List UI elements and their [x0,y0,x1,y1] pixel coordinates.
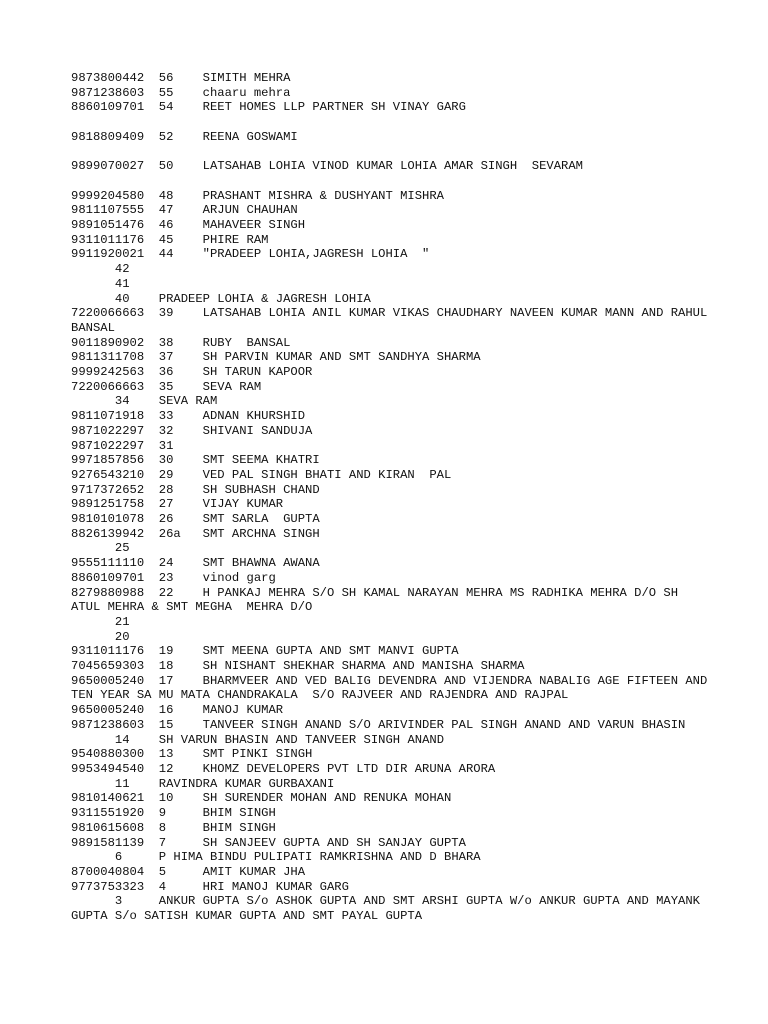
text-line: 3 ANKUR GUPTA S/o ASHOK GUPTA AND SMT ARSHI GUPTA W/o ANKUR GUPTA AND MAYANK GUPTA S/o SATISH KUMAR GUPTA AND SMT PAYAL GUPTA [71,894,708,924]
text-line: 9540880300 13 SMT PINKI SINGH [71,747,313,762]
text-line: 9891051476 46 MAHAVEER SINGH [71,217,306,232]
text-line: 9276543210 29 VED PAL SINGH BHATI AND KIRAN PAL [71,467,452,482]
text-line: 9650005240 16 MANOJ KUMAR [71,703,284,718]
text-line: 9311011176 19 SMT MEENA GUPTA AND SMT MANVI GUPTA [71,644,459,659]
text-line: 7045659303 18 SH NISHANT SHEKHAR SHARMA AND MANISHA SHARMA [71,659,525,674]
text-line [71,115,711,130]
text-line: 9311011176 45 PHIRE RAM [71,232,269,247]
text-line: 8279880988 22 H PANKAJ MEHRA S/O SH KAMAL NARAYAN MEHRA MS RADHIKA MEHRA D/O SH ATUL MEHRA & SMT MEGHA MEHRA D/O [71,585,686,615]
text-line: 42 [71,262,130,277]
text-line: 9911920021 44 "PRADEEP LOHIA,JAGRESH LOHIA " [71,247,430,262]
text-line: 6 P HIMA BINDU PULIPATI RAMKRISHNA AND D BHARA [71,850,481,865]
text-line: 34 SEVA RAM [71,394,218,409]
text-line: 21 [71,614,130,629]
text-line: 9891251758 27 VIJAY KUMAR [71,497,284,512]
text-line: 9555111110 24 SMT BHAWNA AWANA [71,556,320,571]
document-body [71,71,722,924]
text-line: 9811311708 37 SH PARVIN KUMAR AND SMT SANDHYA SHARMA [71,350,481,365]
text-line: 9773753323 4 HRI MANOJ KUMAR GARG [71,879,349,894]
text-line: 8700040804 5 AMIT KUMAR JHA [71,864,306,879]
text-line: 9811071918 33 ADNAN KHURSHID [71,409,306,424]
text-line: 9871238603 55 chaaru mehra [71,85,291,100]
text-line: 9810101078 26 SMT SARLA GUPTA [71,512,320,527]
text-line: 9999242563 36 SH TARUN KAPOOR [71,365,313,380]
text-line: 9818809409 52 REENA GOSWAMI [71,129,298,144]
text-line: 11 RAVINDRA KUMAR GURBAXANI [71,776,335,791]
text-line [71,174,711,189]
text-line: 9891581139 7 SH SANJEEV GUPTA AND SH SANJAY GUPTA [71,835,466,850]
text-line: 7220066663 35 SEVA RAM [71,379,262,394]
text-line: 9650005240 17 BHARMVEER AND VED BALIG DEVENDRA AND VIJENDRA NABALIG AGE FIFTEEN AND TEN YEAR SA MU MATA CHANDRAKALA S/O RAJVEER AND RAJENDRA AND RAJPAL [71,673,715,703]
text-line: 8860109701 54 REET HOMES LLP PARTNER SH VINAY GARG [71,100,466,115]
text-line: 9717372652 28 SH SUBHASH CHAND [71,482,320,497]
text-line: 9311551920 9 BHIM SINGH [71,806,276,821]
text-line: 7220066663 39 LATSAHAB LOHIA ANIL KUMAR VIKAS CHAUDHARY NAVEEN KUMAR MANN AND RAHUL BANSAL [71,306,722,335]
text-line: 8860109701 23 vinod garg [71,570,276,585]
text-line [71,145,711,160]
text-line: 9871022297 31 [71,438,174,453]
text-line: 14 SH VARUN BHASIN AND TANVEER SINGH ANAND [71,732,445,747]
text-line: 40 PRADEEP LOHIA & JAGRESH LOHIA [71,291,371,306]
text-line: 41 [71,276,130,291]
text-line: 9871022297 32 SHIVANI SANDUJA [71,423,313,438]
text-line: 9871238603 15 TANVEER SINGH ANAND S/O ARIVINDER PAL SINGH ANAND AND VARUN BHASIN [71,717,686,732]
text-line: 9873800442 56 SIMITH MEHRA [71,71,291,85]
text-line: 9811107555 47 ARJUN CHAUHAN [71,203,298,218]
text-line: 25 [71,541,130,556]
text-line: 9971857856 30 SMT SEEMA KHATRI [71,453,320,468]
text-line: 9899070027 50 LATSAHAB LOHIA VINOD KUMAR LOHIA AMAR SINGH SEVARAM [71,159,583,174]
text-line: 9953494540 12 KHOMZ DEVELOPERS PVT LTD DIR ARUNA ARORA [71,762,496,776]
text-line: 20 [71,629,130,644]
text-line: 9999204580 48 PRASHANT MISHRA & DUSHYANT MISHRA [71,188,444,203]
text-line: 9810615608 8 BHIM SINGH [71,820,276,835]
text-line: 8826139942 26a SMT ARCHNA SINGH [71,526,320,541]
text-line: 9011890902 38 RUBY BANSAL [71,335,291,350]
text-line: 9810140621 10 SH SURENDER MOHAN AND RENUKA MOHAN [71,791,452,806]
